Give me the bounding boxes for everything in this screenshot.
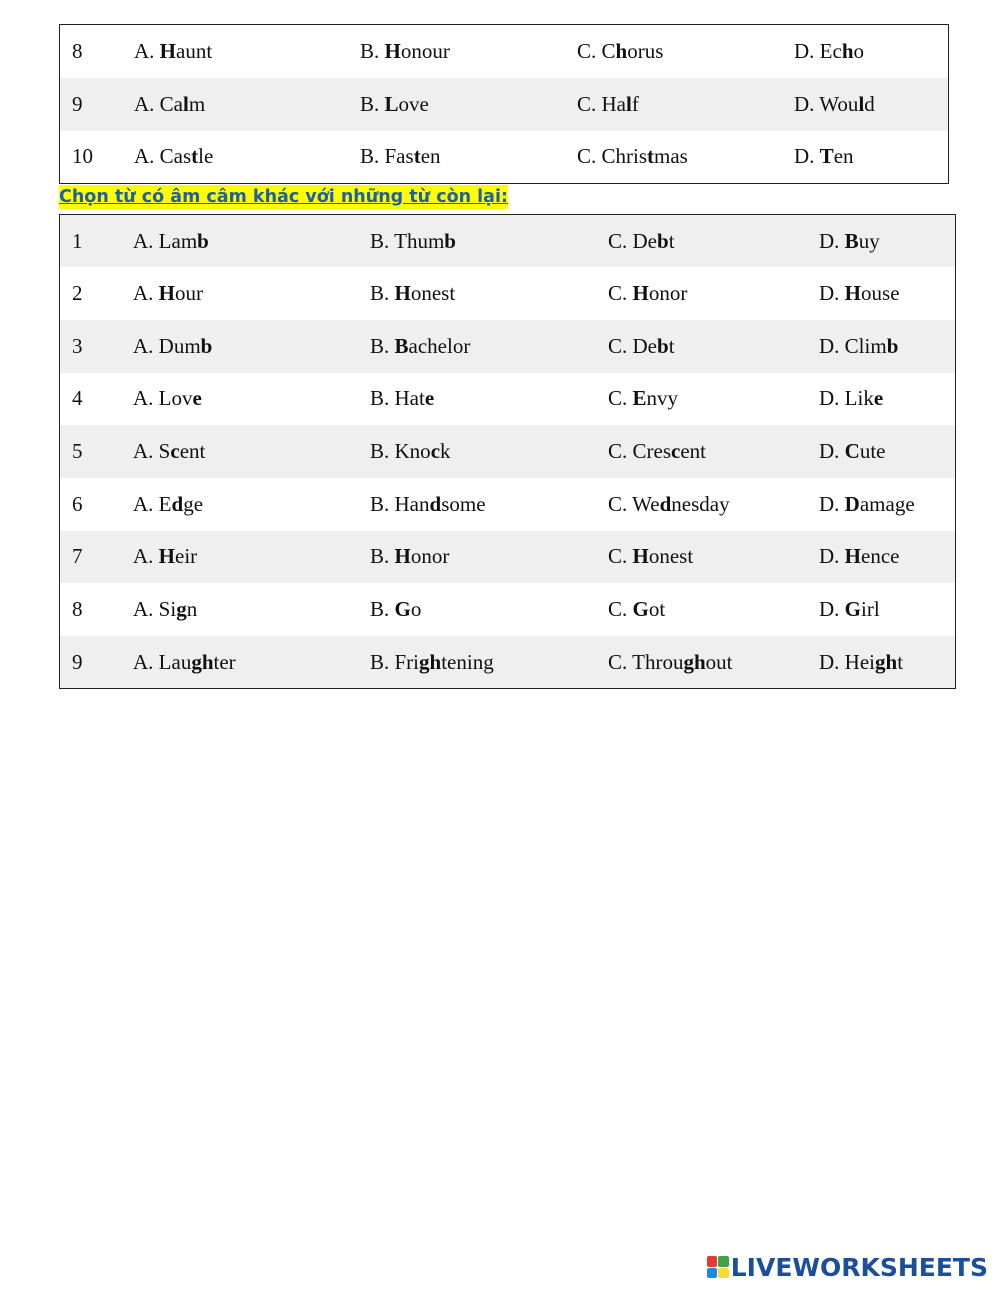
answer-option-d [819,531,956,584]
answer-option-a [133,636,370,689]
option-text: B. Kno [370,439,431,464]
answer-option-b [370,583,608,636]
question-row [60,25,949,78]
option-text: onour [400,38,450,63]
logo-mark-square [718,1268,729,1279]
option-text: A. Lov [133,386,193,411]
highlighted-letter: g [176,597,187,622]
option-text: aunt [176,38,213,63]
answer-option-c [577,131,794,184]
option-text: A. [134,38,160,63]
question-number: 3 [72,333,83,358]
top-question-rows [60,25,949,184]
option-text: ter [213,649,236,674]
option-text: irl [861,597,880,622]
highlighted-letter: H [844,281,862,306]
option-text: nvy [646,386,679,411]
option-text: C. C [577,38,616,63]
answer-option-d [794,78,949,131]
option-text: en [833,144,854,169]
highlighted-letter: b [657,228,669,253]
highlighted-letter: H [632,281,649,306]
highlighted-letter: G [394,597,411,622]
option-text: C. [608,597,633,622]
highlighted-letter: e [192,386,202,411]
question-number: 10 [72,144,93,169]
option-text: D. Lik [819,386,874,411]
answer-option-a [133,478,370,531]
option-text: C. Ha [577,91,626,116]
option-text: D. Wou [794,91,859,116]
question-number: 8 [72,597,83,622]
option-text: B. [370,597,395,622]
answer-option-d [794,131,949,184]
option-text: D. [819,491,845,516]
option-text: D. Clim [819,333,887,358]
answer-option-c [608,215,819,268]
highlighted-letter: gh [875,649,898,674]
answer-option-c [608,320,819,373]
answer-option-a [134,131,360,184]
option-text: ove [398,91,429,116]
option-text: onor [410,544,450,569]
option-text: B. [370,333,395,358]
option-text: achelor [408,333,471,358]
option-text: C. Chris [577,144,648,169]
option-text: ent [179,439,206,464]
highlighted-letter: b [657,333,669,358]
question-number: 9 [72,649,83,674]
question-row [60,78,949,131]
highlighted-letter: h [615,38,628,63]
option-text: B. Hat [370,386,425,411]
highlighted-letter: t [191,144,199,169]
question-row [60,531,956,584]
option-text: A. Ca [134,91,183,116]
question-row [60,320,956,373]
option-text: nesday [671,491,730,516]
option-text: A. Lam [133,228,198,253]
option-text: o [410,597,422,622]
option-text: C. Throu [608,649,684,674]
answer-option-b [370,636,608,689]
option-text: C. [608,281,633,306]
answer-option-d [819,320,956,373]
question-row [60,373,956,426]
answer-option-a [134,78,360,131]
option-text: C. We [608,491,660,516]
highlighted-letter: l [183,91,189,116]
answer-option-c [608,531,819,584]
highlighted-letter: c [430,439,441,464]
option-text: ence [861,544,900,569]
option-text: uy [858,228,880,253]
option-text: ge [183,491,204,516]
option-text: B. [360,38,385,63]
answer-option-d [819,636,956,689]
silent-letter-question-rows [60,215,956,689]
option-text: B. [360,91,385,116]
highlighted-letter: T [819,144,834,169]
answer-option-b [370,478,608,531]
answer-option-c [608,373,819,426]
highlighted-letter: d [659,491,672,516]
option-text: ot [648,597,666,622]
answer-option-d [819,583,956,636]
highlighted-letter: gh [683,649,706,674]
option-text: A. [133,281,159,306]
option-text: t [668,228,675,253]
highlighted-letter: e [873,386,884,411]
section-heading: Chọn từ có âm câm khác với những từ còn lại: [59,187,508,207]
answer-option-b [370,425,608,478]
answer-option-a [133,531,370,584]
option-text: en [420,144,441,169]
option-text: onor [648,281,688,306]
highlighted-letter: H [394,281,411,306]
option-text: eir [175,544,198,569]
highlighted-letter: B [844,228,859,253]
highlighted-letter: H [844,544,862,569]
answer-option-b [370,320,608,373]
option-text: n [186,597,198,622]
question-number: 4 [72,386,83,411]
option-text: C. De [608,333,657,358]
option-text: o [853,38,865,63]
option-text: t [897,649,904,674]
answer-option-a [133,215,370,268]
answer-option-d [819,215,956,268]
question-row [60,636,956,689]
highlighted-letter: c [671,439,681,464]
option-text: le [198,144,214,169]
option-text: C. [608,386,633,411]
option-text: k [440,439,451,464]
highlighted-letter: t [413,144,421,169]
highlighted-letter: d [429,491,442,516]
liveworksheets-logo [707,1252,988,1282]
highlighted-letter: l [858,91,865,116]
highlighted-letter: d [171,491,184,516]
answer-option-c [608,425,819,478]
highlighted-letter: e [424,386,435,411]
option-text: A. Dum [133,333,201,358]
option-text: A. Lau [133,649,192,674]
highlighted-letter: G [632,597,649,622]
option-text: D. [819,597,845,622]
option-text: ent [680,439,706,464]
option-text: out [705,649,733,674]
question-number: 8 [72,38,83,63]
answer-option-b [370,373,608,426]
answer-option-a [133,583,370,636]
highlighted-letter: D [844,491,860,516]
option-text: f [631,91,639,116]
highlighted-letter: E [632,386,647,411]
answer-option-b [360,25,577,78]
answer-option-d [819,425,956,478]
option-text: D. [819,281,845,306]
question-row [60,425,956,478]
answer-option-a [133,267,370,320]
option-text: D. [819,544,845,569]
logo-mark-square [707,1256,718,1267]
answer-option-c [608,267,819,320]
option-text: C. [608,544,633,569]
answer-option-b [370,531,608,584]
question-number: 7 [72,544,83,569]
option-text: D. Ec [794,38,842,63]
liveworksheets-mark-icon [707,1256,729,1278]
question-number: 2 [72,281,83,306]
option-text: D. [819,228,845,253]
option-text: amage [859,491,915,516]
option-text: A. S [133,439,171,464]
question-row [60,478,956,531]
highlighted-letter: h [841,38,854,63]
answer-option-c [577,78,794,131]
question-number: 9 [72,91,83,116]
highlighted-letter: H [158,544,176,569]
option-text: mas [654,144,688,169]
answer-option-d [819,373,956,426]
answer-option-c [608,583,819,636]
answer-option-c [577,25,794,78]
option-text: ouse [861,281,900,306]
answer-option-a [134,25,360,78]
answer-option-d [819,478,956,531]
highlighted-letter: H [158,281,176,306]
option-text: B. [370,281,395,306]
option-text: C. Cres [608,439,671,464]
question-row [60,583,956,636]
question-row [60,131,949,184]
option-text: D. Hei [819,649,875,674]
answer-option-a [133,373,370,426]
highlighted-letter: H [394,544,411,569]
option-text: tening [441,649,494,674]
option-text: A. Cas [134,144,192,169]
highlighted-letter: b [200,333,213,358]
top-question-table [59,24,949,184]
highlighted-letter: H [159,38,177,63]
logo-mark-square [718,1256,729,1267]
logo-mark-square [707,1268,718,1279]
option-text: B. [370,544,395,569]
option-text: A. E [133,491,172,516]
question-number: 6 [72,491,83,516]
question-row [60,215,956,268]
answer-option-a [133,425,370,478]
highlighted-letter: b [444,228,456,253]
option-text: D. [819,439,845,464]
answer-option-d [819,267,956,320]
highlighted-letter: b [197,228,209,253]
highlighted-letter: L [384,91,399,116]
highlighted-letter: l [626,91,632,116]
option-text: onest [648,544,694,569]
option-text: our [175,281,204,306]
highlighted-letter: gh [419,649,442,674]
logo-text: LIVEWORKSHEETS [730,1252,988,1282]
answer-option-b [360,131,577,184]
highlighted-letter: H [632,544,649,569]
highlighted-letter: t [647,144,655,169]
answer-option-c [608,636,819,689]
answer-option-b [370,267,608,320]
answer-option-b [370,215,608,268]
highlighted-letter: gh [191,649,214,674]
option-text: A. [133,544,159,569]
option-text: A. Si [133,597,177,622]
question-number: 1 [72,228,83,253]
answer-option-a [133,320,370,373]
silent-letter-question-table [59,214,956,689]
answer-option-c [608,478,819,531]
highlighted-letter: B [394,333,409,358]
option-text: d [864,91,875,116]
answer-option-d [794,25,949,78]
option-text: t [668,333,675,358]
highlighted-letter: G [844,597,862,622]
option-text: B. Han [370,491,430,516]
option-text: D. [794,144,820,169]
option-text: ute [859,439,886,464]
option-text: onest [410,281,456,306]
answer-option-b [360,78,577,131]
highlighted-letter: c [170,439,180,464]
highlighted-letter: H [384,38,401,63]
question-row [60,267,956,320]
option-text: m [188,91,206,116]
option-text: orus [627,38,664,63]
question-number: 5 [72,439,83,464]
option-text: C. De [608,228,657,253]
highlighted-letter: C [844,439,860,464]
highlighted-letter: b [886,333,899,358]
option-text: B. Fas [360,144,414,169]
option-text: B. Fri [370,649,420,674]
option-text: some [441,491,486,516]
option-text: B. Thum [370,228,445,253]
